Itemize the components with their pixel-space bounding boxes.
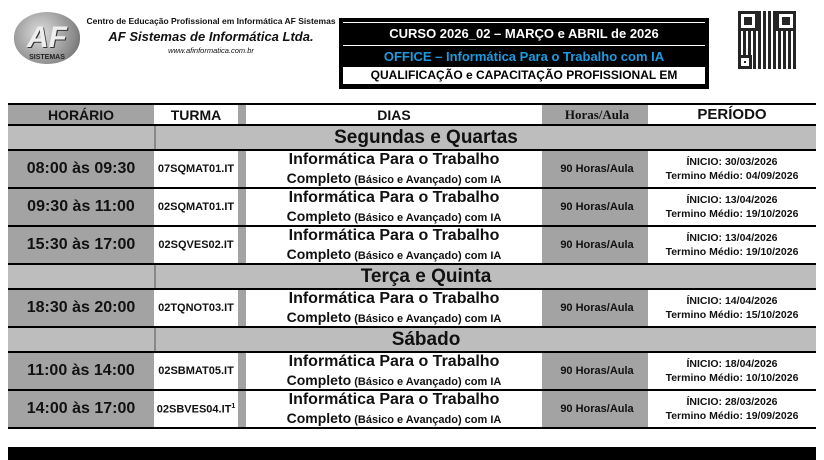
section-title: Terça e Quinta: [154, 265, 816, 288]
course-line2: [287, 207, 502, 227]
qr-code-icon: [738, 11, 796, 69]
course-line1: Informática Para o Trabalho: [288, 226, 500, 244]
horario-cell: 15:30 às 17:00: [26, 236, 136, 253]
start-date: ÍNICIO: 18/04/2026: [686, 358, 778, 370]
course-line1: Informática Para o Trabalho: [288, 188, 500, 206]
turma-code: 02SBMAT05.IT: [158, 365, 234, 377]
horario-cell: 18:30 às 20:00: [26, 299, 136, 316]
section-spacer: [8, 126, 154, 149]
course-line1: Informática Para o Trabalho: [288, 352, 500, 370]
periodo-cell: [648, 189, 816, 225]
course-line2: [287, 409, 502, 429]
logo-subtext: SISTEMAS: [29, 54, 65, 61]
periodo-cell: [648, 391, 816, 427]
course-detail: (Básico e Avançado) com IA: [351, 173, 502, 186]
course-banner: [339, 18, 709, 89]
section-row: [8, 265, 816, 290]
qualification: QUALIFICAÇÃO e CAPACITAÇÃO PROFISSIONAL EM: [343, 67, 705, 84]
horario-cell: 08:00 às 09:30: [26, 160, 136, 177]
course-detail: (Básico e Avançado) com IA: [351, 211, 502, 224]
table-row: [8, 189, 816, 227]
periodo-cell: [648, 151, 816, 187]
end-date: Termino Médio: 19/09/2026: [665, 410, 799, 422]
periodo-cell: [648, 290, 816, 326]
gap: [238, 290, 246, 326]
start-date: ÍNICIO: 13/04/2026: [686, 232, 778, 244]
course-cell: [246, 353, 542, 389]
end-date: Termino Médio: 19/10/2026: [665, 246, 799, 258]
section-title: Segundas e Quartas: [154, 126, 816, 149]
course-line1: Informática Para o Trabalho: [288, 150, 500, 168]
horas-cell: 90 Horas/Aula: [560, 201, 634, 213]
section-spacer: [8, 328, 154, 351]
section-spacer: [8, 265, 154, 288]
end-date: Termino Médio: 19/10/2026: [665, 208, 799, 220]
turma-code: 02TQNOT03.IT: [158, 302, 234, 314]
turma-wrap: [157, 403, 236, 416]
horario-cell: 11:00 às 14:00: [27, 362, 135, 379]
table-row: [8, 151, 816, 189]
course-line2: [287, 245, 502, 265]
af-logo: [14, 12, 80, 64]
course-level: Completo: [286, 308, 352, 325]
end-date: Termino Médio: 04/09/2026: [665, 170, 799, 182]
org-line1: Centro de Educação Profissional em Informática AF Sistemas: [86, 16, 336, 26]
course-level: Completo: [286, 371, 352, 388]
course-title: CURSO 2026_02 – MARÇO e ABRIL de 2026: [343, 22, 705, 46]
turma-code: 02SQMAT01.IT: [157, 201, 235, 213]
start-date: ÍNICIO: 13/04/2026: [686, 194, 778, 206]
turma-cell: [154, 391, 238, 427]
col-turma: TURMA: [154, 105, 238, 124]
org-url: www.afinformatica.com.br: [168, 46, 254, 55]
horas-cell: 90 Horas/Aula: [560, 239, 634, 251]
turma-code: 07SQMAT01.IT: [157, 163, 235, 175]
table-row: [8, 290, 816, 328]
course-detail: (Básico e Avançado) com IA: [351, 312, 502, 325]
col-horas: Horas/Aula: [564, 106, 630, 122]
turma-cell: [154, 189, 238, 225]
periodo-cell: [648, 353, 816, 389]
table-row: [8, 391, 816, 429]
course-line2: [287, 308, 502, 328]
course-cell: [246, 391, 542, 427]
horas-cell: 90 Horas/Aula: [560, 163, 634, 175]
turma-cell: [154, 353, 238, 389]
horario-cell: 14:00 às 17:00: [26, 400, 136, 417]
course-cell: [246, 290, 542, 326]
footer-bar: [8, 447, 816, 460]
course-level: Completo: [286, 409, 352, 426]
section-title: Sábado: [154, 328, 816, 351]
course-name: OFFICE – Informática Para o Trabalho com IA: [383, 49, 665, 64]
turma-code: 02SBVES04.IT: [156, 403, 232, 416]
table-row: [8, 227, 816, 265]
course-line1: Informática Para o Trabalho: [288, 390, 500, 408]
gap: [238, 151, 246, 187]
gap: [238, 353, 246, 389]
course-level: Completo: [286, 169, 352, 186]
section-row: [8, 126, 816, 151]
end-date: Termino Médio: 15/10/2026: [665, 309, 799, 321]
col-periodo: PERÍODO: [648, 105, 816, 124]
org-name: AF Sistemas de Informática Ltda.: [108, 29, 314, 44]
start-date: ÍNICIO: 14/04/2026: [686, 295, 778, 307]
course-level: Completo: [286, 207, 352, 224]
turma-cell: [154, 151, 238, 187]
schedule-table: [8, 103, 816, 429]
course-line1: Informática Para o Trabalho: [288, 289, 500, 307]
gap: [238, 391, 246, 427]
turma-footnote: 1: [231, 402, 236, 410]
horas-cell: 90 Horas/Aula: [560, 403, 634, 415]
col-dias: DIAS: [246, 105, 542, 124]
course-detail: (Básico e Avançado) com IA: [351, 375, 502, 388]
section-row: [8, 328, 816, 353]
course-line2: [287, 371, 502, 391]
course-cell: [246, 227, 542, 263]
periodo-cell: [648, 227, 816, 263]
turma-cell: [154, 290, 238, 326]
course-level: Completo: [286, 245, 352, 262]
course-cell: [246, 151, 542, 187]
turma-code: 02SQVES02.IT: [158, 239, 234, 251]
course-detail: (Básico e Avançado) com IA: [351, 413, 502, 426]
horario-cell: 09:30 às 11:00: [27, 198, 135, 215]
course-line2: [287, 169, 502, 189]
table-row: [8, 353, 816, 391]
course-cell: [246, 189, 542, 225]
start-date: ÍNICIO: 30/03/2026: [686, 156, 778, 168]
horas-cell: 90 Horas/Aula: [560, 302, 634, 314]
course-detail: (Básico e Avançado) com IA: [351, 249, 502, 262]
gap: [238, 189, 246, 225]
end-date: Termino Médio: 10/10/2026: [665, 372, 799, 384]
turma-cell: [154, 227, 238, 263]
organization-info: [86, 16, 336, 55]
gap: [238, 227, 246, 263]
table-header: [8, 105, 816, 126]
col-horario: HORÁRIO: [47, 106, 115, 123]
horas-cell: 90 Horas/Aula: [560, 365, 634, 377]
start-date: ÍNICIO: 28/03/2026: [686, 396, 778, 408]
logo-text: AF: [27, 21, 67, 54]
